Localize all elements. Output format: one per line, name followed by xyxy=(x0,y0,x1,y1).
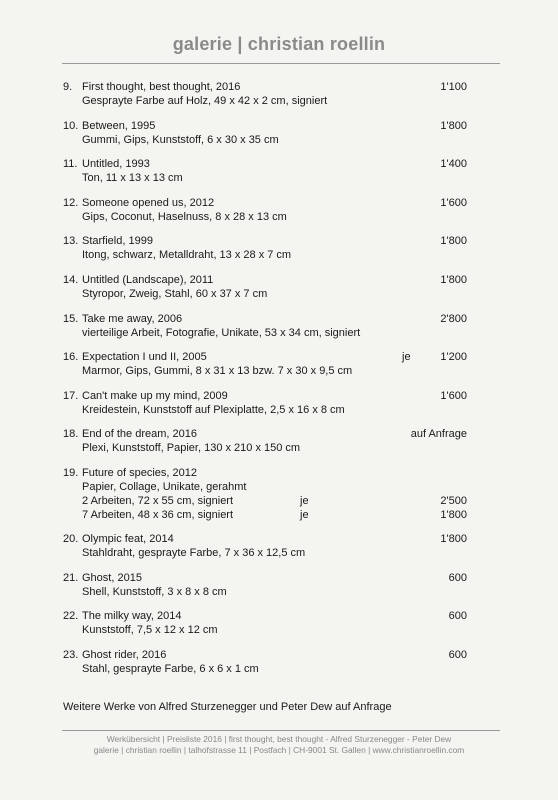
item-title: The milky way, 2014 xyxy=(82,610,182,623)
item-number: 11. xyxy=(63,158,78,171)
artwork-list xyxy=(0,80,558,686)
page-header: galerie | christian roellin xyxy=(172,34,386,54)
list-item xyxy=(0,648,558,687)
item-price: 1'100 xyxy=(440,81,467,93)
item-title: Between, 1995 xyxy=(82,119,156,132)
list-item xyxy=(0,119,558,158)
item-price: 1'800 xyxy=(440,532,467,545)
item-price: 600 xyxy=(448,571,467,584)
item-price: 1'800 xyxy=(440,235,467,248)
list-item xyxy=(0,532,558,571)
footer-line: galerie | christian roellin | talhofstrasse 11 | Postfach | CH-9001 St. Gallen | www.christianroellin.com xyxy=(93,745,465,755)
list-item xyxy=(0,80,558,119)
list-item xyxy=(0,427,558,466)
list-item xyxy=(0,571,558,610)
item-number: 19. xyxy=(63,466,79,479)
item-price: 600 xyxy=(448,648,467,661)
item-title: Untitled (Landscape), 2011 xyxy=(82,273,214,286)
item-price: 1'400 xyxy=(440,158,467,171)
footer-line: Werkübersicht | Preisliste 2016 | first thought, best thought - Alfred Sturzenegger - Peter Dew xyxy=(106,734,452,744)
item-number: 12. xyxy=(63,196,79,209)
item-title: Take me away, 2006 xyxy=(82,312,183,325)
item-description: Ton, 11 x 13 x 13 cm xyxy=(82,172,183,185)
item-description: Marmor, Gips, Gummi, 8 x 31 x 13 bzw. 7 x 30 x 9,5 cm xyxy=(82,365,353,378)
item-description: Itong, schwarz, Metalldraht, 13 x 28 x 7 cm xyxy=(82,249,292,262)
item-title: Someone opened us, 2012 xyxy=(82,196,215,209)
item-description: Kunststoff, 7,5 x 12 x 12 cm xyxy=(82,624,218,637)
item-number: 10. xyxy=(63,119,79,132)
item-price: 1'800 xyxy=(440,119,467,132)
item-title: Future of species, 2012 xyxy=(82,466,197,479)
list-item xyxy=(0,350,558,389)
list-item xyxy=(0,273,558,312)
item-price: 1'800 xyxy=(440,273,467,286)
list-item xyxy=(0,196,558,235)
item-description: Gesprayte Farbe auf Holz, 49 x 42 x 2 cm, signiert xyxy=(82,95,328,107)
list-item xyxy=(0,389,558,428)
item-description: Gips, Coconut, Haselnuss, 8 x 28 x 13 cm xyxy=(82,210,287,223)
list-item xyxy=(0,234,558,273)
item-price: 2'500 xyxy=(440,494,467,507)
item-subline: 7 Arbeiten, 48 x 36 cm, signiert xyxy=(82,508,234,521)
list-item xyxy=(0,157,558,196)
item-description: Plexi, Kunststoff, Papier, 130 x 210 x 150 cm xyxy=(82,442,301,455)
item-description: Papier, Collage, Unikate, gerahmt xyxy=(82,480,247,493)
item-description: Styropor, Zweig, Stahl, 60 x 37 x 7 cm xyxy=(82,287,268,300)
item-title: Can't make up my mind, 2009 xyxy=(82,389,228,402)
item-each-marker: je xyxy=(300,494,309,507)
header-divider xyxy=(62,63,500,64)
item-number: 23. xyxy=(63,648,79,661)
footer-divider xyxy=(62,730,500,731)
item-price: 1'200 xyxy=(440,351,467,364)
item-price: auf Anfrage xyxy=(410,428,467,441)
item-price: 1'800 xyxy=(440,508,467,521)
item-title: Ghost rider, 2016 xyxy=(82,648,167,661)
item-number: 13. xyxy=(63,235,79,248)
item-price: 1'600 xyxy=(440,196,467,209)
list-item xyxy=(0,312,558,351)
item-number: 9. xyxy=(63,81,73,93)
item-title: Untitled, 1993 xyxy=(82,158,150,171)
item-title: Olympic feat, 2014 xyxy=(82,532,174,545)
item-price: 2'800 xyxy=(440,312,467,325)
item-title: First thought, best thought, 2016 xyxy=(82,81,241,93)
item-number: 22. xyxy=(63,610,79,623)
item-number: 20. xyxy=(63,532,79,545)
item-title: Starfield, 1999 xyxy=(82,235,153,248)
item-number: 16. xyxy=(63,351,79,364)
list-item xyxy=(0,466,558,532)
item-description: Stahl, gesprayte Farbe, 6 x 6 x 1 cm xyxy=(82,662,259,675)
item-description: Stahldraht, gesprayte Farbe, 7 x 36 x 12,5 cm xyxy=(82,546,306,559)
item-price: 600 xyxy=(448,610,467,623)
page-footer xyxy=(0,734,558,756)
further-works-note: Weitere Werke von Alfred Sturzenegger und Peter Dew auf Anfrage xyxy=(63,701,392,713)
list-item xyxy=(0,609,558,648)
item-price: 1'600 xyxy=(440,389,467,402)
item-title: End of the dream, 2016 xyxy=(82,428,197,441)
item-number: 21. xyxy=(63,571,79,584)
item-number: 17. xyxy=(63,389,79,402)
item-number: 14. xyxy=(63,273,79,286)
item-description: Gummi, Gips, Kunststoff, 6 x 30 x 35 cm xyxy=(82,133,279,146)
item-each-marker: je xyxy=(402,351,411,364)
item-title: Ghost, 2015 xyxy=(82,571,142,584)
item-description: Shell, Kunststoff, 3 x 8 x 8 cm xyxy=(82,585,227,598)
item-each-marker: je xyxy=(300,508,309,521)
item-title: Expectation I und II, 2005 xyxy=(82,351,207,364)
item-number: 15. xyxy=(63,312,79,325)
item-subline: 2 Arbeiten, 72 x 55 cm, signiert xyxy=(82,494,234,507)
item-number: 18. xyxy=(63,428,79,441)
item-description: vierteilige Arbeit, Fotografie, Unikate, 53 x 34 cm, signiert xyxy=(82,326,361,339)
item-description: Kreidestein, Kunststoff auf Plexiplatte, 2,5 x 16 x 8 cm xyxy=(82,403,345,416)
